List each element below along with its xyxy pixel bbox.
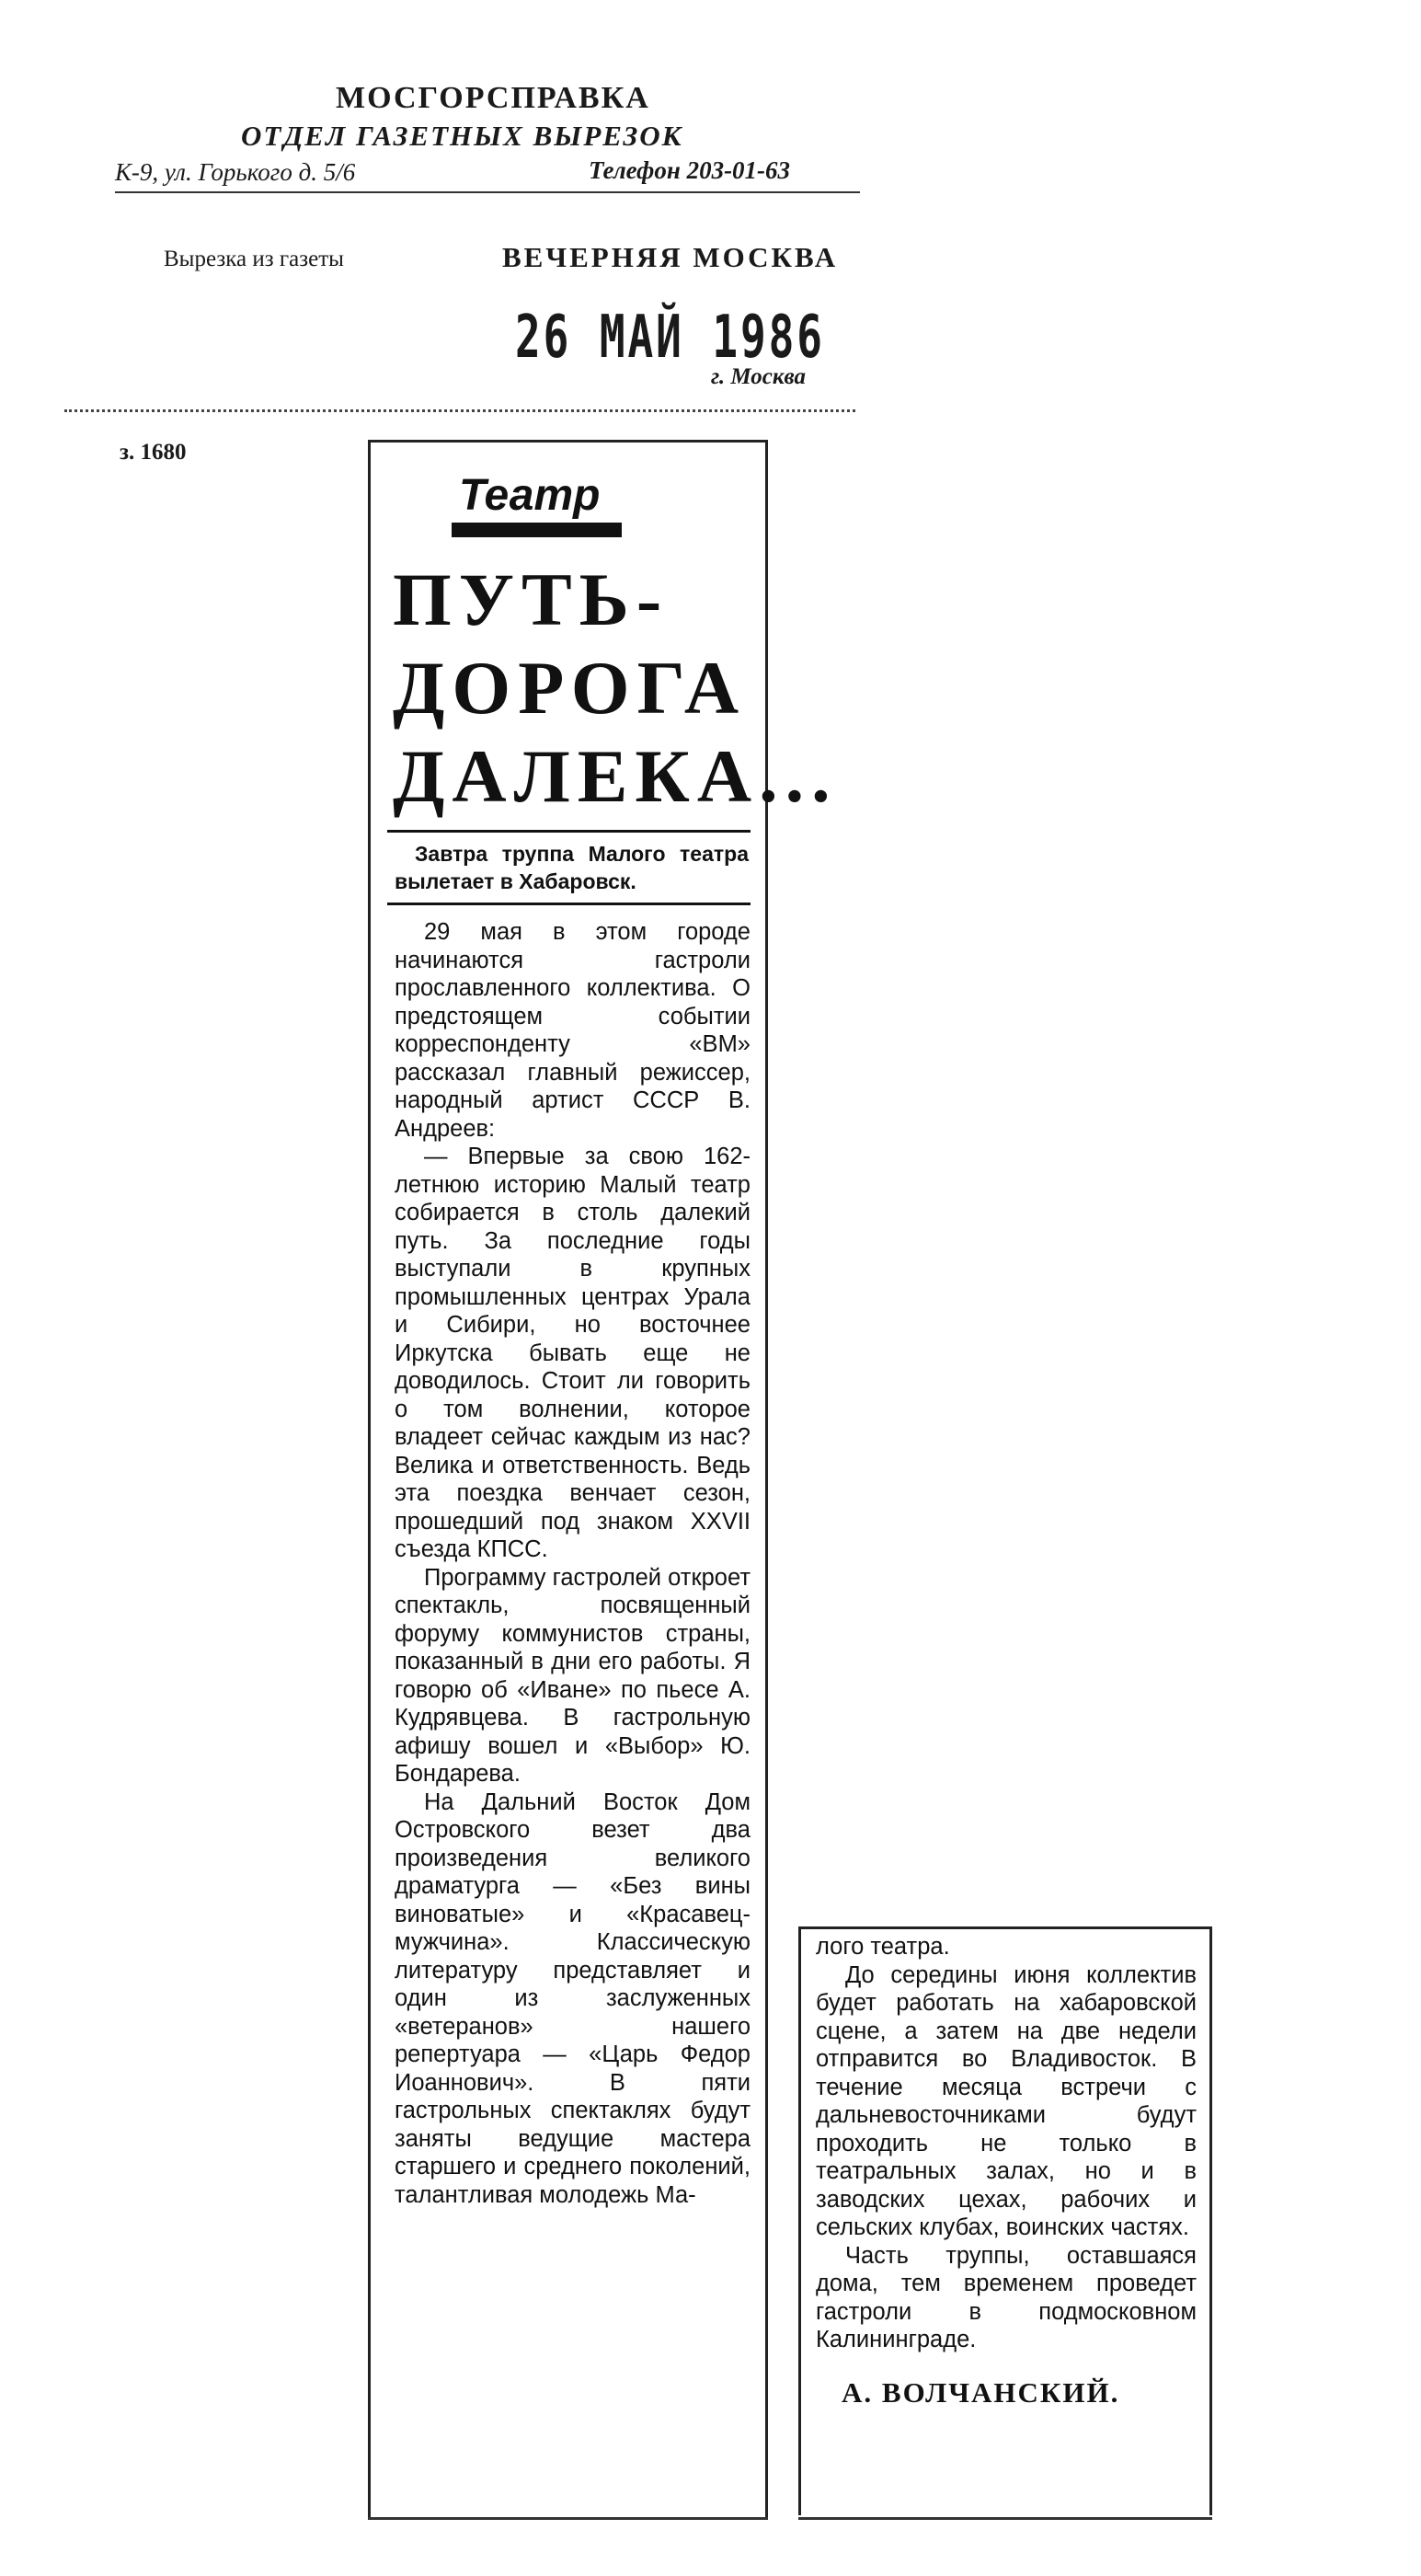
column-1-bottom-rule bbox=[368, 2517, 768, 2520]
article-author: А. ВОЛЧАНСКИЙ. bbox=[842, 2375, 1120, 2409]
headline-line: ДАЛЕКА... bbox=[393, 734, 838, 818]
article-column-1 bbox=[368, 440, 838, 2519]
article-lead: Завтра труппа Малого театра вылетает в Хабаровск. bbox=[395, 842, 749, 893]
stamp-underline bbox=[115, 191, 860, 193]
headline bbox=[393, 556, 838, 821]
column-2-bottom-rule bbox=[798, 2517, 1212, 2520]
newspaper-name: ВЕЧЕРНЯЯ МОСКВА bbox=[502, 241, 839, 273]
article-column-2 bbox=[798, 1926, 1212, 2515]
paragraph: Программу гастролей откроет спектакль, посвященный форуму коммунистов страны, показанный в дни его работы. Я говорю об «Иване» по пьесе А. Кудрявцева. В гастрольную афишу вошел и «Выбор» Ю. Бондарева. bbox=[395, 1564, 751, 1787]
clip-city: г. Москва bbox=[711, 364, 807, 389]
rubric-underline bbox=[452, 523, 622, 537]
agency-phone: Телефон 203-01-63 bbox=[589, 156, 791, 184]
headline-line: ДОРОГА bbox=[393, 646, 747, 730]
rubric-label: Театр bbox=[459, 471, 601, 520]
paragraph: На Дальний Восток Дом Островского везет два произведения великого драматурга — «Без вины виноватые» и «Красавец-мужчина». Классическую литературу представляет и один из заслуженных «ветеранов» нашего репертуара — «Царь Федор Иоаннович». В пяти гастрольных спектаклях будут заняты ведущие мастера старшего и среднего поколений, талантливая молодежь Ма- bbox=[395, 1788, 751, 2208]
department-name: ОТДЕЛ ГАЗЕТНЫХ ВЫРЕЗОК bbox=[241, 120, 683, 152]
paragraph: До середины июня коллектив будет работать на хабаровской сцене, а затем на две недели отправится во Владивосток. В течение месяца встречи с дальневосточниками будут проходить не только в театральных залах, но и в заводских цехах, рабочих и сельских клубах, воинских частях. bbox=[816, 1961, 1197, 2240]
paragraph: 29 мая в этом городе начинаются гастроли прославленного коллектива. О предстоящем событии корреспонденту «ВМ» рассказал главный режиссер, народный артист СССР В. Андреев: bbox=[395, 919, 751, 1142]
clip-number: з. 1680 bbox=[120, 440, 187, 465]
article-body-1 bbox=[387, 905, 751, 2209]
paragraph: лого театра. bbox=[816, 1934, 950, 1960]
article-body-2 bbox=[816, 1933, 1197, 2354]
paragraph: Часть труппы, оставшаяся дома, тем временем проведет гастроли в подмосковном Калининграде. bbox=[816, 2242, 1197, 2352]
clip-source-label: Вырезка из газеты bbox=[164, 247, 344, 271]
paragraph: — Впервые за свою 162-летнюю историю Малый театр собирается в столь далекий путь. За последние годы выступали в крупных промышленных центрах Урала и Сибири, но восточнее Иркутска бывать еще не доводилось. Стоит ли говорить о том волнении, которое владеет сейчас каждым из нас? Велика и ответственность. Ведь эта поездка венчает сезон, прошедший под знаком XXVII съезда КПСС. bbox=[395, 1144, 751, 1562]
agency-address: К-9, ул. Горького д. 5/6 bbox=[115, 158, 356, 186]
clip-date: 26 МАЙ 1986 bbox=[515, 304, 825, 372]
dotted-divider bbox=[64, 409, 855, 412]
agency-name: МОСГОРСПРАВКА bbox=[336, 81, 650, 115]
headline-line: ПУТЬ- bbox=[393, 558, 670, 641]
